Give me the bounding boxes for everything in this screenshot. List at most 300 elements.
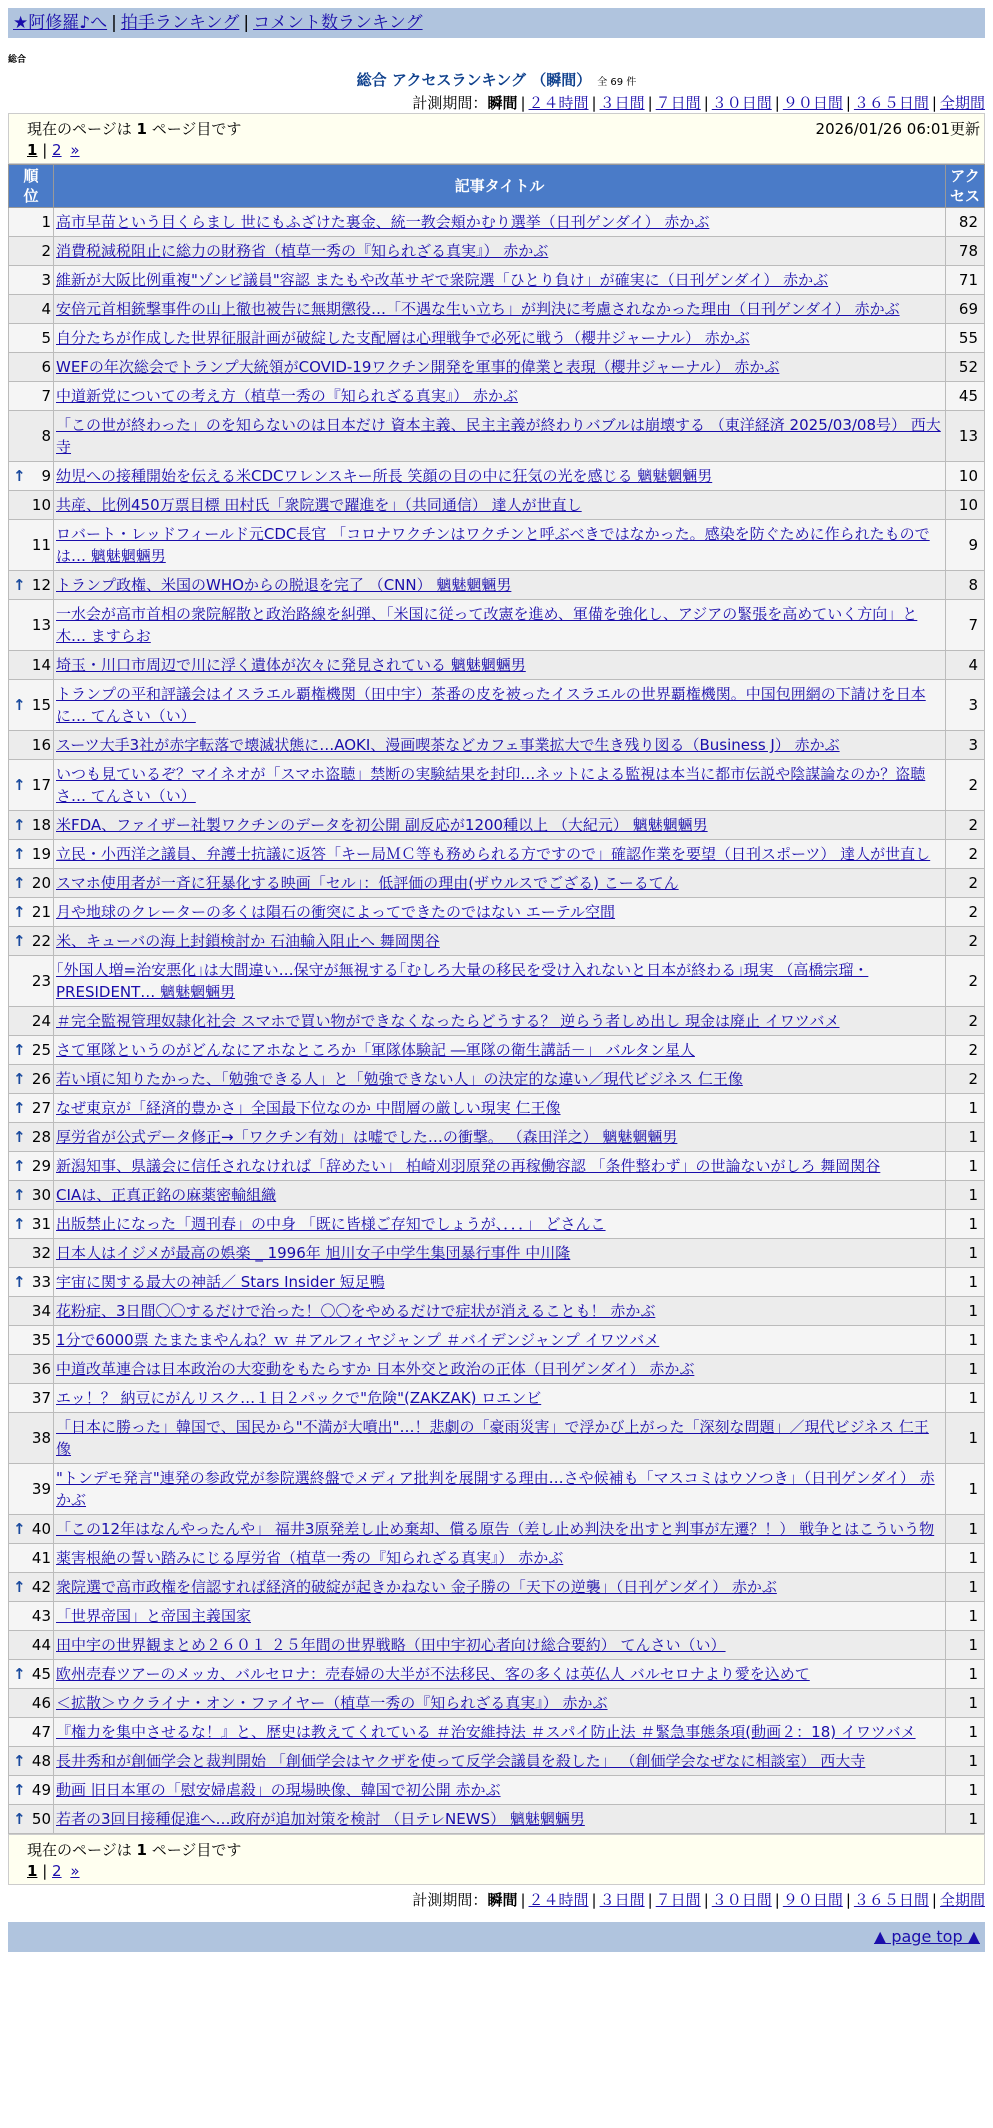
table-row bbox=[9, 1094, 985, 1123]
period-option-link[interactable]: ７日間 bbox=[655, 94, 701, 112]
rank-cell bbox=[9, 840, 54, 869]
table-row bbox=[9, 840, 985, 869]
arrow-up-icon: ↑ bbox=[13, 1070, 26, 1088]
period-option-link[interactable]: ３６５日間 bbox=[853, 1891, 929, 1909]
period-separator: | bbox=[591, 94, 597, 112]
title-cell bbox=[54, 898, 946, 927]
title-cell bbox=[54, 600, 946, 651]
arrow-up-icon: ↑ bbox=[13, 903, 26, 921]
title-cell bbox=[54, 1036, 946, 1065]
period-option-link[interactable]: ３０日間 bbox=[711, 94, 772, 112]
ranking-table bbox=[8, 164, 985, 1834]
table-row bbox=[9, 927, 985, 956]
title-cell bbox=[54, 382, 946, 411]
rank-number: 23 bbox=[31, 972, 51, 990]
rank-cell bbox=[9, 462, 54, 491]
page-top-link[interactable]: ▲ page top ▲ bbox=[873, 1927, 980, 1946]
rank-number: 37 bbox=[31, 1389, 51, 1407]
nav-comment-ranking-link[interactable]: コメント数ランキング bbox=[253, 13, 423, 33]
article-title-link[interactable]: 月や地球のクレーターの多くは隕石の衝突によってできたのではない エーテル空間 bbox=[56, 903, 616, 921]
article-title-link[interactable]: 米FDA、ファイザー社製ワクチンのデータを初公開 副反応が1200種以上 （大紀元） 魑魅魍魎男 bbox=[56, 816, 708, 834]
title-cell bbox=[54, 811, 946, 840]
access-count: 1 bbox=[946, 1631, 985, 1660]
nav-clap-ranking-link[interactable]: 拍手ランキング bbox=[120, 13, 240, 33]
rank-cell bbox=[9, 1660, 54, 1689]
article-title-link[interactable]: 1分で6000票 たまたまやんね？ｗ ＃アルフィヤジャンプ ＃バイデンジャンプ イワツバメ bbox=[56, 1331, 660, 1349]
header-access: アクセス bbox=[946, 165, 985, 208]
table-row bbox=[9, 1210, 985, 1239]
rank-number: 46 bbox=[31, 1694, 51, 1712]
access-count: 1 bbox=[946, 1776, 985, 1805]
rank-cell bbox=[9, 1631, 54, 1660]
access-count: 1 bbox=[946, 1718, 985, 1747]
arrow-up-icon: ↑ bbox=[13, 467, 26, 485]
article-title-link[interactable]: 花粉症、3日間〇〇するだけで治った！〇〇をやめるだけで症状が消えることも！ 赤かぶ bbox=[56, 1302, 656, 1320]
article-title-link[interactable]: 米、キューバの海上封鎖検討か 石油輸入阻止へ 舞岡関谷 bbox=[56, 932, 440, 950]
table-row bbox=[9, 1152, 985, 1181]
access-count: 1 bbox=[946, 1515, 985, 1544]
title-cell bbox=[54, 1123, 946, 1152]
rank-number: 31 bbox=[31, 1215, 51, 1233]
arrow-up-icon: ↑ bbox=[13, 1520, 26, 1538]
access-count: 10 bbox=[946, 491, 985, 520]
arrow-up-icon: ↑ bbox=[13, 1752, 26, 1770]
arrow-up-icon: ↑ bbox=[13, 1273, 26, 1291]
title-cell bbox=[54, 1210, 946, 1239]
table-row bbox=[9, 680, 985, 731]
article-title-link[interactable]: エッ！？ 納豆にがんリスク…１日２パックで"危険"(ZAKZAK) ロエンビ bbox=[56, 1389, 542, 1407]
rank-number: 8 bbox=[41, 427, 51, 445]
article-title-link[interactable]: 欧州売春ツアーのメッカ、バルセロナ：売春婦の大半が不法移民、客の多くは英仏人 バルセロナより愛を込めて bbox=[56, 1665, 810, 1683]
ranking-table-body bbox=[9, 208, 985, 1834]
rank-number: 15 bbox=[31, 696, 51, 714]
article-title-link[interactable]: スマホ使用者が一斉に狂暴化する映画「セル」：低評価の理由(ザウルスでござる) こーるてん bbox=[56, 874, 679, 892]
period-separator: | bbox=[591, 1891, 597, 1909]
article-title-link[interactable]: トランプ政権、米国のWHOからの脱退を完了 （CNN） 魑魅魍魎男 bbox=[56, 576, 512, 594]
period-option-link[interactable]: ３日間 bbox=[599, 94, 645, 112]
table-row bbox=[9, 1805, 985, 1834]
rank-number: 2 bbox=[41, 242, 51, 260]
rank-number: 40 bbox=[31, 1520, 51, 1538]
article-title-link[interactable]: "トンデモ発言"連発の参政党が参院選終盤でメディア批判を展開する理由…さや候補も「マスコミはウソつき」（日刊ゲンダイ） 赤かぶ bbox=[56, 1469, 935, 1509]
period-option-link[interactable]: ２４時間 bbox=[528, 1891, 589, 1909]
table-row bbox=[9, 1007, 985, 1036]
title-cell bbox=[54, 520, 946, 571]
article-title-link[interactable]: 動画 旧日本軍の「慰安婦虐殺」の現場映像、韓国で初公開 赤かぶ bbox=[56, 1781, 501, 1799]
article-title-link[interactable]: ＃完全監視管理奴隷化社会 スマホで買い物ができなくなったらどうする？ 逆らう者しめ出し 現金は廃止 イワツバメ bbox=[56, 1012, 840, 1030]
title-cell bbox=[54, 651, 946, 680]
bottom-bar bbox=[8, 1922, 985, 1952]
access-count: 3 bbox=[946, 731, 985, 760]
article-title-link[interactable]: 幼児への接種開始を伝える米CDCワレンスキー所長 笑顔の目の中に狂気の光を感じる 魑魅魍魎男 bbox=[56, 467, 713, 485]
table-row bbox=[9, 1544, 985, 1573]
rank-number: 28 bbox=[31, 1128, 51, 1146]
access-count: 1 bbox=[946, 1326, 985, 1355]
title-cell bbox=[54, 731, 946, 760]
ranking-title: 総合 アクセスランキング （瞬間） bbox=[356, 71, 592, 89]
title-cell bbox=[54, 1515, 946, 1544]
article-title-link[interactable]: トランプの平和評議会はイスラエル覇権機関（田中宇）茶番の皮を被ったイスラエルの世界覇権機関。中国包囲網の下請けを日本に… てんさい（い） bbox=[56, 685, 926, 725]
rank-cell bbox=[9, 353, 54, 382]
access-count: 7 bbox=[946, 600, 985, 651]
rank-cell bbox=[9, 1152, 54, 1181]
table-row bbox=[9, 295, 985, 324]
table-row bbox=[9, 1355, 985, 1384]
title-cell bbox=[54, 956, 946, 1007]
pager: 1 | 2 » bbox=[27, 141, 80, 159]
rank-number: 20 bbox=[31, 874, 51, 892]
rank-number: 1 bbox=[41, 213, 51, 231]
article-title-link[interactable]: 共産、比例450万票目標 田村氏「衆院選で躍進を」（共同通信） 達人が世直し bbox=[56, 496, 582, 514]
rank-number: 27 bbox=[31, 1099, 51, 1117]
article-title-link[interactable]: WEFの年次総会でトランプ大統領がCOVID-19ワクチン開発を軍事的偉業と表現（櫻井ジャーナル） 赤かぶ bbox=[56, 358, 780, 376]
access-count: 1 bbox=[946, 1384, 985, 1413]
nav-asyura-home-link[interactable]: ★阿修羅♪へ bbox=[13, 13, 108, 33]
article-title-link[interactable]: 安倍元首相銃撃事件の山上徹也被告に無期懲役…「不遇な生い立ち」が判決に考慮されなかった理由（日刊ゲンダイ） 赤かぶ bbox=[56, 300, 900, 318]
article-title-link[interactable]: 高市早苗という目くらまし 世にもふざけた裏金、統一教会頬かむり選挙（日刊ゲンダイ） 赤かぶ bbox=[56, 213, 710, 231]
article-title-link[interactable]: 出版禁止になった「週刊春」の中身 「既に皆様ご存知でしょうが、．．．」 どさんこ bbox=[56, 1215, 606, 1233]
table-row bbox=[9, 571, 985, 600]
pager-bottom: 1 | 2 » bbox=[27, 1862, 80, 1880]
table-row bbox=[9, 956, 985, 1007]
access-count: 1 bbox=[946, 1660, 985, 1689]
rank-number: 14 bbox=[31, 656, 51, 674]
rank-cell bbox=[9, 680, 54, 731]
rank-cell bbox=[9, 760, 54, 811]
rank-number: 9 bbox=[41, 467, 51, 485]
rank-number: 22 bbox=[31, 932, 51, 950]
nav-separator: | bbox=[111, 13, 117, 33]
rank-number: 32 bbox=[31, 1244, 51, 1262]
access-count: 1 bbox=[946, 1602, 985, 1631]
rank-cell bbox=[9, 1544, 54, 1573]
period-option-link[interactable]: ３日間 bbox=[599, 1891, 645, 1909]
article-title-link[interactable]: 若い頃に知りたかった、「勉強できる人」と「勉強できない人」の決定的な違い／現代ビジネス 仁王像 bbox=[56, 1070, 743, 1088]
article-title-link[interactable]: 「この世が終わった」のを知らないのは日本だけ 資本主義、民主主義が終わりバブルは崩壊する （東洋経済 2025/03/08号） 西大寺 bbox=[56, 416, 941, 456]
table-row bbox=[9, 237, 985, 266]
title-cell bbox=[54, 1384, 946, 1413]
title-cell bbox=[54, 1544, 946, 1573]
rank-number: 42 bbox=[31, 1578, 51, 1596]
pager-current: 1 bbox=[27, 1862, 38, 1880]
table-row bbox=[9, 1515, 985, 1544]
access-count: 1 bbox=[946, 1152, 985, 1181]
page-status-box-bottom bbox=[8, 1834, 985, 1885]
rank-cell bbox=[9, 600, 54, 651]
period-option-link[interactable]: ９０日間 bbox=[782, 1891, 843, 1909]
table-row bbox=[9, 1776, 985, 1805]
title-cell bbox=[54, 1464, 946, 1515]
period-option-link[interactable]: ７日間 bbox=[655, 1891, 701, 1909]
title-cell bbox=[54, 1181, 946, 1210]
rank-number: 12 bbox=[31, 576, 51, 594]
period-selector-bottom bbox=[8, 1889, 985, 1910]
title-cell bbox=[54, 1718, 946, 1747]
table-row bbox=[9, 1573, 985, 1602]
access-count: 2 bbox=[946, 927, 985, 956]
table-row bbox=[9, 731, 985, 760]
rank-cell bbox=[9, 382, 54, 411]
period-separator: | bbox=[845, 1891, 851, 1909]
access-count: 71 bbox=[946, 266, 985, 295]
access-count: 1 bbox=[946, 1094, 985, 1123]
pager-page-link[interactable]: 2 bbox=[52, 141, 62, 159]
table-row bbox=[9, 1660, 985, 1689]
access-count: 1 bbox=[946, 1181, 985, 1210]
rank-cell bbox=[9, 869, 54, 898]
title-cell bbox=[54, 1413, 946, 1464]
title-cell bbox=[54, 1689, 946, 1718]
rank-cell bbox=[9, 811, 54, 840]
rank-cell bbox=[9, 1268, 54, 1297]
rank-number: 24 bbox=[31, 1012, 51, 1030]
access-count: 1 bbox=[946, 1239, 985, 1268]
title-cell bbox=[54, 1631, 946, 1660]
table-row bbox=[9, 520, 985, 571]
rank-cell bbox=[9, 208, 54, 237]
access-count: 1 bbox=[946, 1210, 985, 1239]
access-count: 2 bbox=[946, 1065, 985, 1094]
rank-number: 44 bbox=[31, 1636, 51, 1654]
arrow-up-icon: ↑ bbox=[13, 576, 26, 594]
table-row bbox=[9, 462, 985, 491]
title-cell bbox=[54, 1065, 946, 1094]
article-title-link[interactable]: 一水会が高市首相の衆院解散と政治路線を糾弾、「米国に従って改憲を進め、軍備を強化し、アジアの緊張を高めていく方向」と木… ますらお bbox=[56, 605, 918, 645]
table-row bbox=[9, 266, 985, 295]
page-status-prefix: 現在のページは bbox=[27, 120, 132, 138]
article-title-link[interactable]: ｢外国人増=治安悪化｣は大間違い…保守が無視する｢むしろ大量の移民を受け入れないと日本が終わる｣現実 （高橋宗瑠・PRESIDENT… 魑魅魍魎男 bbox=[56, 961, 869, 1001]
rank-cell bbox=[9, 1355, 54, 1384]
rank-cell bbox=[9, 1210, 54, 1239]
arrow-up-icon: ↑ bbox=[13, 1157, 26, 1175]
rank-cell bbox=[9, 571, 54, 600]
rank-cell bbox=[9, 1123, 54, 1152]
rank-number: 3 bbox=[41, 271, 51, 289]
rank-number: 18 bbox=[31, 816, 51, 834]
title-cell bbox=[54, 411, 946, 462]
period-separator: | bbox=[703, 94, 709, 112]
article-title-link[interactable]: 日本人はイジメが最高の娯楽 _ 1996年 旭川女子中学生集団暴行事件 中川隆 bbox=[56, 1244, 571, 1262]
arrow-up-icon: ↑ bbox=[13, 1128, 26, 1146]
period-separator: | bbox=[845, 94, 851, 112]
rank-number: 26 bbox=[31, 1070, 51, 1088]
access-count: 2 bbox=[946, 956, 985, 1007]
article-title-link[interactable]: 自分たちが作成した世界征服計画が破綻した支配層は心理戦争で必死に戦う（櫻井ジャーナル） 赤かぶ bbox=[56, 329, 750, 347]
article-title-link[interactable]: CIAは、正真正銘の麻薬密輸組織 bbox=[56, 1186, 277, 1204]
table-row bbox=[9, 898, 985, 927]
rank-number: 38 bbox=[31, 1429, 51, 1447]
title-cell bbox=[54, 571, 946, 600]
header-title: 記事タイトル bbox=[54, 165, 946, 208]
period-option-link[interactable]: ３６５日間 bbox=[853, 94, 929, 112]
access-count: 1 bbox=[946, 1355, 985, 1384]
arrow-up-icon: ↑ bbox=[13, 1781, 26, 1799]
table-row bbox=[9, 600, 985, 651]
rank-number: 36 bbox=[31, 1360, 51, 1378]
table-row bbox=[9, 1036, 985, 1065]
rank-cell bbox=[9, 1602, 54, 1631]
access-count: 78 bbox=[946, 237, 985, 266]
header-rank: 順位 bbox=[9, 165, 54, 208]
top-nav-bar bbox=[8, 8, 985, 38]
access-count: 1 bbox=[946, 1123, 985, 1152]
table-row bbox=[9, 1297, 985, 1326]
period-option-link[interactable]: ３０日間 bbox=[711, 1891, 772, 1909]
access-count: 2 bbox=[946, 811, 985, 840]
title-cell bbox=[54, 1297, 946, 1326]
table-row bbox=[9, 651, 985, 680]
article-title-link[interactable]: 「世界帝国」と帝国主義国家 bbox=[56, 1607, 252, 1625]
rank-cell bbox=[9, 1239, 54, 1268]
arrow-up-icon: ↑ bbox=[13, 1578, 26, 1596]
rank-cell bbox=[9, 1065, 54, 1094]
rank-number: 25 bbox=[31, 1041, 51, 1059]
access-count: 2 bbox=[946, 1007, 985, 1036]
access-count: 1 bbox=[946, 1413, 985, 1464]
rank-cell bbox=[9, 1007, 54, 1036]
article-title-link[interactable]: 立民・小西洋之議員、弁護士抗議に返答「キー局ＭＣ等も務められる方ですので」確認作業を要望（日刊スポーツ） 達人が世直し bbox=[56, 845, 931, 863]
article-title-link[interactable]: 厚労省が公式データ修正→「ワクチン有効」は嘘でした…の衝撃。 （森田洋之） 魑魅魍魎男 bbox=[56, 1128, 678, 1146]
table-row bbox=[9, 411, 985, 462]
ranking-total-count: 全 69 件 bbox=[597, 77, 637, 88]
article-title-link[interactable]: 埼玉・川口市周辺で川に浮く遺体が次々に発見されている 魑魅魍魎男 bbox=[56, 656, 526, 674]
rank-number: 33 bbox=[31, 1273, 51, 1291]
arrow-up-icon: ↑ bbox=[13, 1099, 26, 1117]
nav-separator: | bbox=[243, 13, 250, 33]
article-title-link[interactable]: 中道改革連合は日本政治の大変動をもたらすか 日本外交と政治の正体（日刊ゲンダイ） 赤かぶ bbox=[56, 1360, 695, 1378]
title-cell bbox=[54, 1152, 946, 1181]
table-row bbox=[9, 1268, 985, 1297]
access-count: 8 bbox=[946, 571, 985, 600]
access-count: 55 bbox=[946, 324, 985, 353]
rank-number: 35 bbox=[31, 1331, 51, 1349]
rank-number: 41 bbox=[31, 1549, 51, 1567]
page-status-suffix: ページ目です bbox=[151, 1841, 242, 1859]
arrow-up-icon: ↑ bbox=[13, 1041, 26, 1059]
article-title-link[interactable]: 長井秀和が創価学会と裁判開始 「創価学会はヤクザを使って反学会議員を殺した」 （創価学会なぜなに相談室） 西大寺 bbox=[56, 1752, 866, 1770]
rank-cell bbox=[9, 295, 54, 324]
table-row bbox=[9, 382, 985, 411]
pager-current: 1 bbox=[27, 141, 38, 159]
access-count: 2 bbox=[946, 869, 985, 898]
table-header-row bbox=[9, 165, 985, 208]
article-title-link[interactable]: さて軍隊というのがどんなにアホなところか「軍隊体験記 ―軍隊の衛生講話－」 バルタン星人 bbox=[56, 1041, 695, 1059]
title-cell bbox=[54, 1573, 946, 1602]
period-option-link[interactable]: 全期間 bbox=[939, 94, 985, 112]
table-row bbox=[9, 869, 985, 898]
title-cell bbox=[54, 1007, 946, 1036]
title-cell bbox=[54, 1776, 946, 1805]
title-cell bbox=[54, 1239, 946, 1268]
arrow-up-icon: ↑ bbox=[13, 1215, 26, 1233]
rank-cell bbox=[9, 411, 54, 462]
article-title-link[interactable]: 維新が大阪比例重複"ゾンビ議員"容認 またもや改革サギで衆院選「ひとり負け」が確実に（日刊ゲンダイ） 赤かぶ bbox=[56, 271, 829, 289]
table-row bbox=[9, 1718, 985, 1747]
article-title-link[interactable]: ロバート・レッドフィールド元CDC長官 「コロナワクチンはワクチンと呼ぶべきではなかった。感染を防ぐために作られたものでは… 魑魅魍魎男 bbox=[56, 525, 930, 565]
table-row bbox=[9, 1326, 985, 1355]
pager-page-link[interactable]: 2 bbox=[52, 1862, 62, 1880]
rank-number: 49 bbox=[31, 1781, 51, 1799]
article-title-link[interactable]: 『権力を集中させるな！』と、歴史は教えてくれている ＃治安維持法 ＃スパイ防止法 ＃緊急事態条項(動画２：18) イワツバメ bbox=[56, 1723, 916, 1741]
access-count: 2 bbox=[946, 1036, 985, 1065]
article-title-link[interactable]: ＜拡散＞ウクライナ・オン・ファイヤー（植草一秀の『知られざる真実』） 赤かぶ bbox=[56, 1694, 608, 1712]
table-row bbox=[9, 1239, 985, 1268]
rank-cell bbox=[9, 1805, 54, 1834]
rank-number: 19 bbox=[31, 845, 51, 863]
title-cell bbox=[54, 491, 946, 520]
rank-cell bbox=[9, 324, 54, 353]
period-separator: | bbox=[703, 1891, 709, 1909]
access-count: 13 bbox=[946, 411, 985, 462]
rank-number: 13 bbox=[31, 616, 51, 634]
article-title-link[interactable]: スーツ大手3社が赤字転落で壊滅状態に…AOKI、漫画喫茶などカフェ事業拡大で生き残り図る（Business J） 赤かぶ bbox=[56, 736, 840, 754]
period-option-link[interactable]: 全期間 bbox=[939, 1891, 985, 1909]
pager-next-link[interactable]: » bbox=[70, 1862, 80, 1880]
page-status-number: 1 bbox=[136, 120, 147, 138]
rank-number: 50 bbox=[31, 1810, 51, 1828]
table-row bbox=[9, 324, 985, 353]
rank-number: 21 bbox=[31, 903, 51, 921]
rank-cell bbox=[9, 927, 54, 956]
article-title-link[interactable]: 「この12年はなんやったんや」 福井3原発差し止め棄却、償る原告（差し止め判決を出すと判事が左遷？！） 戦争とはこういう物 bbox=[56, 1520, 935, 1538]
table-row bbox=[9, 1747, 985, 1776]
article-title-link[interactable]: 薬害根絶の誓い踏みにじる厚労省（植草一秀の『知られざる真実』） 赤かぶ bbox=[56, 1549, 564, 1567]
article-title-link[interactable]: 中道新党についての考え方（植草一秀の『知られざる真実』） 赤かぶ bbox=[56, 387, 518, 405]
period-separator: | bbox=[931, 94, 937, 112]
title-cell bbox=[54, 1805, 946, 1834]
updated-timestamp: 2026/01/26 06:01更新 bbox=[815, 120, 980, 138]
access-count: 45 bbox=[946, 382, 985, 411]
article-title-link[interactable]: なぜ東京が「経済的豊かさ」全国最下位なのか 中間層の厳しい現実 仁王像 bbox=[56, 1099, 561, 1117]
access-count: 1 bbox=[946, 1573, 985, 1602]
table-row bbox=[9, 811, 985, 840]
rank-number: 34 bbox=[31, 1302, 51, 1320]
article-title-link[interactable]: 消費税減税阻止に総力の財務省（植草一秀の『知られざる真実』） 赤かぶ bbox=[56, 242, 549, 260]
rank-cell bbox=[9, 1297, 54, 1326]
period-separator: | bbox=[774, 94, 780, 112]
title-cell bbox=[54, 353, 946, 382]
rank-number: 47 bbox=[31, 1723, 51, 1741]
period-separator: | bbox=[931, 1891, 937, 1909]
period-option-link[interactable]: ９０日間 bbox=[782, 94, 843, 112]
rank-cell bbox=[9, 1094, 54, 1123]
title-cell bbox=[54, 1094, 946, 1123]
access-count: 1 bbox=[946, 1747, 985, 1776]
period-separator: | bbox=[774, 1891, 780, 1909]
arrow-up-icon: ↑ bbox=[13, 696, 26, 714]
table-row bbox=[9, 1065, 985, 1094]
arrow-up-icon: ↑ bbox=[13, 776, 26, 794]
article-title-link[interactable]: 「日本に勝った」韓国で、国民から"不満が大噴出"…！悲劇の「豪雨災害」で浮かび上がった「深刻な問題」／現代ビジネス 仁王像 bbox=[56, 1418, 929, 1458]
pager-next-link[interactable]: » bbox=[70, 141, 80, 159]
access-count: 2 bbox=[946, 898, 985, 927]
access-count: 4 bbox=[946, 651, 985, 680]
rank-number: 10 bbox=[31, 496, 51, 514]
article-title-link[interactable]: 田中宇の世界観まとめ２６０１ ２５年間の世界戦略（田中宇初心者向け総合要約） てんさい（い） bbox=[56, 1636, 726, 1654]
period-option-link[interactable]: ２４時間 bbox=[528, 94, 589, 112]
table-row bbox=[9, 1602, 985, 1631]
article-title-link[interactable]: 新潟知事、県議会に信任されなければ「辞めたい」 柏崎刈羽原発の再稼働容認 「条件整わず」の世論ないがしろ 舞岡関谷 bbox=[56, 1157, 881, 1175]
article-title-link[interactable]: 衆院選で高市政権を信認すれば経済的破綻が起きかねない 金子勝の「天下の逆襲」（日刊ゲンダイ） 赤かぶ bbox=[56, 1578, 777, 1596]
access-count: 1 bbox=[946, 1544, 985, 1573]
arrow-up-icon: ↑ bbox=[13, 1186, 26, 1204]
title-cell bbox=[54, 462, 946, 491]
article-title-link[interactable]: いつも見ているぞ？マイネオが「スマホ盗聴」禁断の実験結果を封印…ネットによる監視は本当に都市伝説や陰謀論なのか？盗聴さ… てんさい（い） bbox=[56, 765, 926, 805]
article-title-link[interactable]: 宇宙に関する最大の神話／ Stars Insider 短足鴨 bbox=[56, 1273, 385, 1291]
article-title-link[interactable]: 若者の3回目接種促進へ…政府が追加対策を検討 （日テレNEWS） 魑魅魍魎男 bbox=[56, 1810, 585, 1828]
period-separator: | bbox=[647, 1891, 653, 1909]
table-row bbox=[9, 760, 985, 811]
